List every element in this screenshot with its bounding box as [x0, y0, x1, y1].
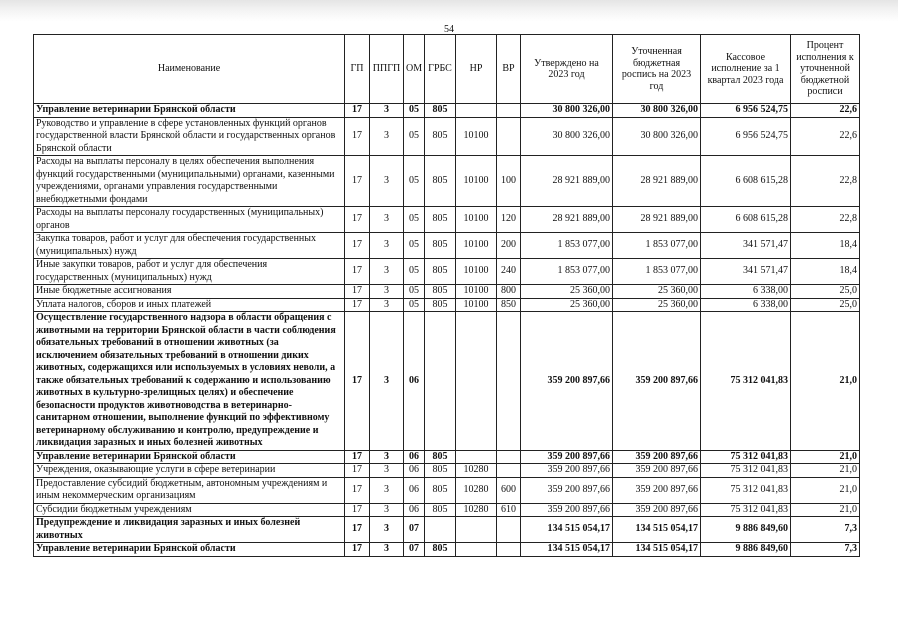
- row-percent: 21,0: [791, 450, 860, 464]
- table-row: [34, 464, 860, 478]
- row-percent: 22,8: [791, 156, 860, 207]
- header-np: НР: [456, 35, 497, 104]
- table-row: [34, 104, 860, 118]
- row-om: 06: [404, 477, 425, 503]
- row-approved: 359 200 897,66: [521, 464, 613, 478]
- row-executed: 75 312 041,83: [701, 464, 791, 478]
- row-executed: 341 571,47: [701, 259, 791, 285]
- table-row: [34, 450, 860, 464]
- row-name: Осуществление государственного надзора в области обращения с животными на территории Брянской области в части соблюдения обязательных требований в отношении животных (за исключением обязательных требований в отношении диких животных, содержащихся или используемых в условиях неволи, а также обязательных требований к содержанию и использованию животных в культурно-зрелищных целях) и обеспечение безопасности продуктов животноводства в ветеринарно-санитарном отношении, выполнение функций по эффективному ветеринарному обслуживанию и контролю, предупреждение и ликвидация заразных и иных болезней животных: [34, 312, 345, 451]
- row-np: 10100: [456, 117, 497, 156]
- row-percent: 18,4: [791, 259, 860, 285]
- row-ppgp: 3: [370, 104, 404, 118]
- row-refined: 25 360,00: [613, 298, 701, 312]
- row-ppgp: 3: [370, 503, 404, 517]
- row-approved: 28 921 889,00: [521, 207, 613, 233]
- row-gp: 17: [345, 259, 370, 285]
- header-om: ОМ: [404, 35, 425, 104]
- row-np: 10100: [456, 156, 497, 207]
- row-ppgp: 3: [370, 233, 404, 259]
- row-percent: 21,0: [791, 312, 860, 451]
- row-refined: 359 200 897,66: [613, 312, 701, 451]
- row-executed: 6 338,00: [701, 298, 791, 312]
- header-name: Наименование: [34, 35, 345, 104]
- row-gp: 17: [345, 104, 370, 118]
- row-ppgp: 3: [370, 298, 404, 312]
- row-vr: 800: [497, 285, 521, 299]
- row-gp: 17: [345, 450, 370, 464]
- row-np: 10280: [456, 503, 497, 517]
- table-row: [34, 312, 860, 451]
- row-vr: 100: [497, 156, 521, 207]
- row-gp: 17: [345, 156, 370, 207]
- table-row: [34, 207, 860, 233]
- row-executed: 75 312 041,83: [701, 503, 791, 517]
- row-executed: 9 886 849,60: [701, 543, 791, 557]
- row-executed: 75 312 041,83: [701, 312, 791, 451]
- row-np: 10100: [456, 233, 497, 259]
- row-gp: 17: [345, 503, 370, 517]
- row-approved: 359 200 897,66: [521, 477, 613, 503]
- row-grbs: 805: [425, 464, 456, 478]
- row-name: Расходы на выплаты персоналу в целях обеспечения выполнения функций государственными (муниципальными) органами, казенными учреждениями, органами управления государственными внебюджетными фондами: [34, 156, 345, 207]
- row-executed: 75 312 041,83: [701, 477, 791, 503]
- table-row: [34, 517, 860, 543]
- row-om: 05: [404, 233, 425, 259]
- row-percent: 21,0: [791, 477, 860, 503]
- scan-shadow: [0, 0, 898, 22]
- row-om: 06: [404, 464, 425, 478]
- row-ppgp: 3: [370, 285, 404, 299]
- row-np: 10100: [456, 285, 497, 299]
- row-gp: 17: [345, 543, 370, 557]
- row-gp: 17: [345, 298, 370, 312]
- row-grbs: 805: [425, 207, 456, 233]
- table-row: [34, 477, 860, 503]
- row-grbs: 805: [425, 543, 456, 557]
- table-row: [34, 285, 860, 299]
- row-ppgp: 3: [370, 156, 404, 207]
- row-approved: 134 515 054,17: [521, 517, 613, 543]
- header-vr: ВР: [497, 35, 521, 104]
- row-ppgp: 3: [370, 117, 404, 156]
- row-ppgp: 3: [370, 259, 404, 285]
- row-vr: [497, 117, 521, 156]
- row-percent: 7,3: [791, 543, 860, 557]
- row-ppgp: 3: [370, 464, 404, 478]
- row-percent: 18,4: [791, 233, 860, 259]
- row-gp: 17: [345, 312, 370, 451]
- row-grbs: [425, 312, 456, 451]
- row-name: Расходы на выплаты персоналу государственных (муниципальных) органов: [34, 207, 345, 233]
- row-om: 06: [404, 503, 425, 517]
- row-om: 05: [404, 285, 425, 299]
- row-refined: 359 200 897,66: [613, 503, 701, 517]
- row-name: Управление ветеринарии Брянской области: [34, 104, 345, 118]
- page-number: 54: [444, 24, 454, 35]
- row-name: Управление ветеринарии Брянской области: [34, 543, 345, 557]
- row-executed: 6 338,00: [701, 285, 791, 299]
- table-row: [34, 543, 860, 557]
- row-percent: 22,8: [791, 207, 860, 233]
- row-executed: 341 571,47: [701, 233, 791, 259]
- row-approved: 1 853 077,00: [521, 233, 613, 259]
- row-grbs: [425, 517, 456, 543]
- row-ppgp: 3: [370, 543, 404, 557]
- row-vr: [497, 450, 521, 464]
- table-row: [34, 259, 860, 285]
- row-executed: 6 608 615,28: [701, 207, 791, 233]
- header-percent: Процент исполнения к уточненной бюджетной росписи: [791, 35, 860, 104]
- row-approved: 1 853 077,00: [521, 259, 613, 285]
- row-np: 10100: [456, 298, 497, 312]
- row-name: Учреждения, оказывающие услуги в сфере ветеринарии: [34, 464, 345, 478]
- row-np: 10100: [456, 259, 497, 285]
- row-grbs: 805: [425, 259, 456, 285]
- row-om: 05: [404, 117, 425, 156]
- row-percent: 22,6: [791, 104, 860, 118]
- row-refined: 359 200 897,66: [613, 464, 701, 478]
- row-gp: 17: [345, 285, 370, 299]
- header-ppgp: ППГП: [370, 35, 404, 104]
- row-approved: 359 200 897,66: [521, 312, 613, 451]
- row-approved: 134 515 054,17: [521, 543, 613, 557]
- row-name: Предупреждение и ликвидация заразных и иных болезней животных: [34, 517, 345, 543]
- row-percent: 25,0: [791, 298, 860, 312]
- row-vr: [497, 517, 521, 543]
- row-refined: 134 515 054,17: [613, 517, 701, 543]
- table-row: [34, 298, 860, 312]
- row-gp: 17: [345, 207, 370, 233]
- row-om: 06: [404, 450, 425, 464]
- row-vr: 200: [497, 233, 521, 259]
- row-refined: 28 921 889,00: [613, 207, 701, 233]
- row-percent: 7,3: [791, 517, 860, 543]
- row-executed: 6 608 615,28: [701, 156, 791, 207]
- row-name: Руководство и управление в сфере установленных функций органов государственной власти Брянской области и государственных органов Брянской области: [34, 117, 345, 156]
- row-ppgp: 3: [370, 312, 404, 451]
- row-grbs: 805: [425, 298, 456, 312]
- row-name: Субсидии бюджетным учреждениям: [34, 503, 345, 517]
- row-refined: 1 853 077,00: [613, 259, 701, 285]
- row-np: 10100: [456, 207, 497, 233]
- row-name: Предоставление субсидий бюджетным, автономным учреждениям и иным некоммерческим организациям: [34, 477, 345, 503]
- row-np: [456, 312, 497, 451]
- row-name: Закупка товаров, работ и услуг для обеспечения государственных (муниципальных) нужд: [34, 233, 345, 259]
- row-gp: 17: [345, 233, 370, 259]
- row-refined: 359 200 897,66: [613, 477, 701, 503]
- row-np: [456, 104, 497, 118]
- table-header-row: [34, 35, 860, 104]
- row-gp: 17: [345, 477, 370, 503]
- row-ppgp: 3: [370, 517, 404, 543]
- row-om: 06: [404, 312, 425, 451]
- row-vr: [497, 312, 521, 451]
- row-vr: 600: [497, 477, 521, 503]
- row-np: [456, 450, 497, 464]
- row-refined: 134 515 054,17: [613, 543, 701, 557]
- row-ppgp: 3: [370, 207, 404, 233]
- row-refined: 30 800 326,00: [613, 104, 701, 118]
- header-executed: Кассовое исполнение за 1 квартал 2023 года: [701, 35, 791, 104]
- row-executed: 9 886 849,60: [701, 517, 791, 543]
- row-vr: 610: [497, 503, 521, 517]
- row-percent: 25,0: [791, 285, 860, 299]
- row-percent: 21,0: [791, 464, 860, 478]
- row-refined: 28 921 889,00: [613, 156, 701, 207]
- row-om: 07: [404, 543, 425, 557]
- row-grbs: 805: [425, 450, 456, 464]
- row-approved: 30 800 326,00: [521, 104, 613, 118]
- table-row: [34, 233, 860, 259]
- row-refined: 359 200 897,66: [613, 450, 701, 464]
- row-np: [456, 543, 497, 557]
- row-vr: 850: [497, 298, 521, 312]
- row-approved: 25 360,00: [521, 298, 613, 312]
- row-executed: 6 956 524,75: [701, 117, 791, 156]
- table-row: [34, 156, 860, 207]
- header-approved: Утверждено на 2023 год: [521, 35, 613, 104]
- row-grbs: 805: [425, 233, 456, 259]
- row-ppgp: 3: [370, 450, 404, 464]
- row-grbs: 805: [425, 117, 456, 156]
- row-np: [456, 517, 497, 543]
- table-row: [34, 503, 860, 517]
- row-vr: [497, 543, 521, 557]
- row-approved: 359 200 897,66: [521, 503, 613, 517]
- row-percent: 22,6: [791, 117, 860, 156]
- row-gp: 17: [345, 464, 370, 478]
- row-om: 05: [404, 207, 425, 233]
- row-vr: 120: [497, 207, 521, 233]
- row-approved: 30 800 326,00: [521, 117, 613, 156]
- header-gp: ГП: [345, 35, 370, 104]
- row-om: 05: [404, 104, 425, 118]
- header-refined: Уточненная бюджетная роспись на 2023 год: [613, 35, 701, 104]
- row-om: 05: [404, 298, 425, 312]
- row-grbs: 805: [425, 503, 456, 517]
- row-name: Иные закупки товаров, работ и услуг для обеспечения государственных (муниципальных) нужд: [34, 259, 345, 285]
- row-name: Управление ветеринарии Брянской области: [34, 450, 345, 464]
- row-gp: 17: [345, 517, 370, 543]
- row-name: Иные бюджетные ассигнования: [34, 285, 345, 299]
- row-executed: 75 312 041,83: [701, 450, 791, 464]
- row-np: 10280: [456, 464, 497, 478]
- row-om: 07: [404, 517, 425, 543]
- row-grbs: 805: [425, 285, 456, 299]
- header-grbs: ГРБС: [425, 35, 456, 104]
- row-vr: [497, 104, 521, 118]
- row-om: 05: [404, 156, 425, 207]
- row-approved: 28 921 889,00: [521, 156, 613, 207]
- row-refined: 25 360,00: [613, 285, 701, 299]
- table-row: [34, 117, 860, 156]
- row-om: 05: [404, 259, 425, 285]
- row-executed: 6 956 524,75: [701, 104, 791, 118]
- row-approved: 359 200 897,66: [521, 450, 613, 464]
- row-gp: 17: [345, 117, 370, 156]
- row-np: 10280: [456, 477, 497, 503]
- budget-table: [33, 34, 860, 557]
- row-vr: 240: [497, 259, 521, 285]
- row-grbs: 805: [425, 477, 456, 503]
- row-approved: 25 360,00: [521, 285, 613, 299]
- row-percent: 21,0: [791, 503, 860, 517]
- row-grbs: 805: [425, 156, 456, 207]
- row-name: Уплата налогов, сборов и иных платежей: [34, 298, 345, 312]
- row-refined: 1 853 077,00: [613, 233, 701, 259]
- row-ppgp: 3: [370, 477, 404, 503]
- row-grbs: 805: [425, 104, 456, 118]
- row-refined: 30 800 326,00: [613, 117, 701, 156]
- row-vr: [497, 464, 521, 478]
